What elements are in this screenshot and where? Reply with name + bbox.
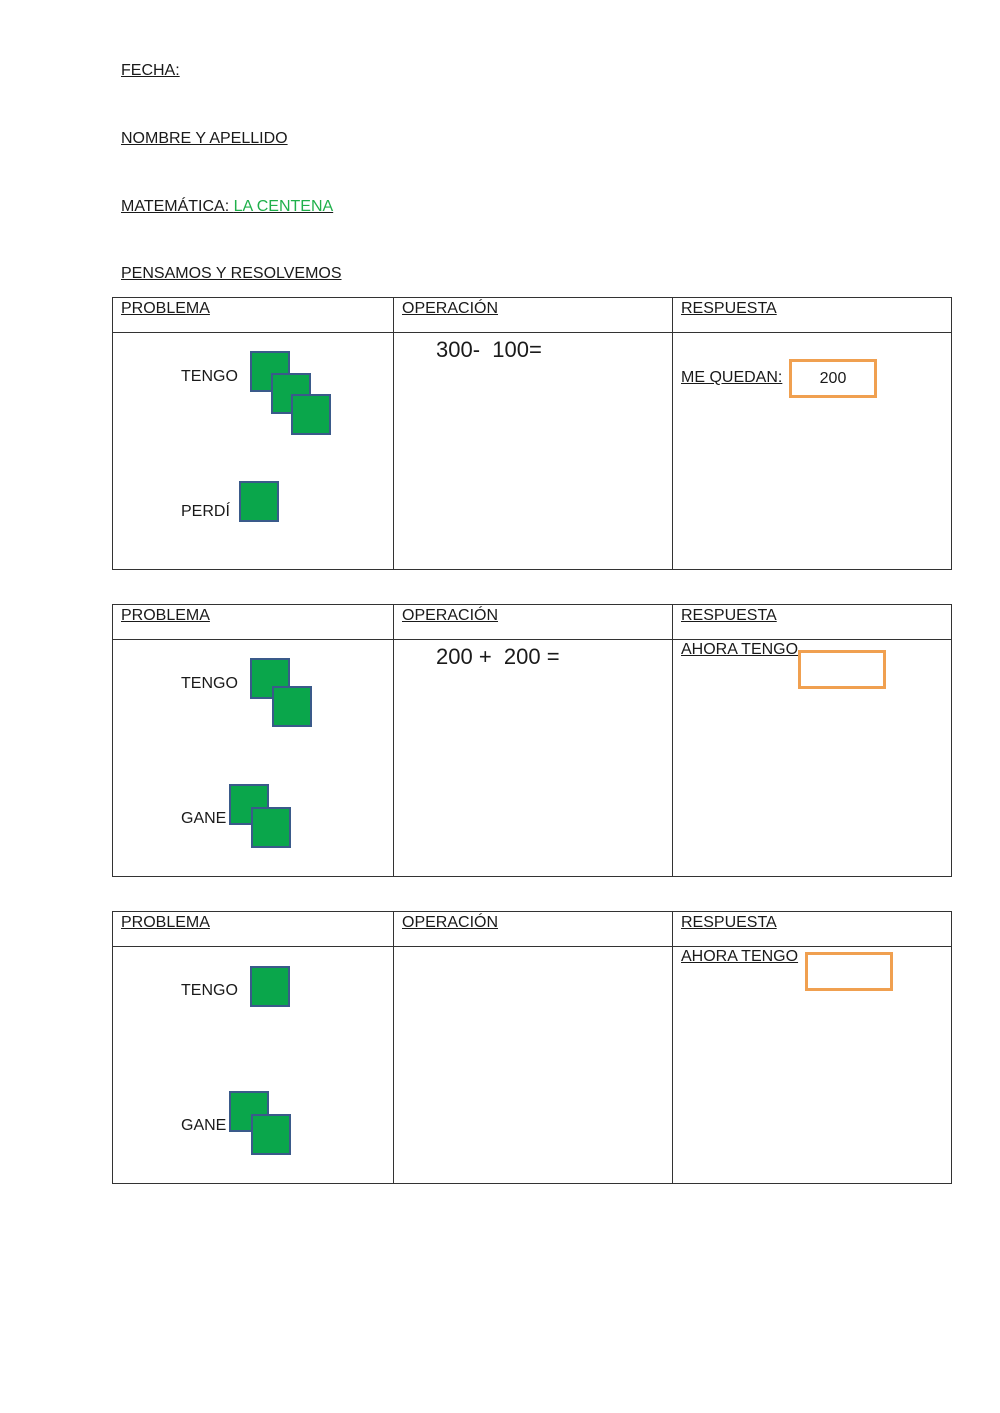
header-problema: PROBLEMA [113, 298, 394, 333]
answer-box[interactable] [805, 952, 893, 991]
problem-cell [113, 333, 394, 570]
answer-label: AHORA TENGO [681, 948, 799, 965]
hundred-square [291, 394, 331, 435]
hundred-square [251, 1114, 291, 1155]
header-respuesta: RESPUESTA [673, 605, 952, 640]
operation-text: 300- 100= [436, 337, 542, 362]
header-respuesta: RESPUESTA [673, 298, 952, 333]
problem-cell [113, 640, 394, 877]
tengo-label: TENGO [181, 675, 238, 692]
materia-line [121, 198, 333, 216]
materia-label: MATEMÁTICA: [121, 198, 234, 215]
answer-cell [673, 333, 952, 570]
operation-cell [394, 333, 673, 570]
hundred-square [251, 807, 291, 848]
problem-table-3 [112, 911, 952, 1184]
problem-cell [113, 947, 394, 1184]
header-operacion: OPERACIÓN [394, 605, 673, 640]
header-operacion: OPERACIÓN [394, 912, 673, 947]
fecha-label: FECHA: [121, 62, 180, 79]
answer-box[interactable] [798, 650, 886, 689]
operation-cell [394, 947, 673, 1184]
hundred-square [239, 481, 279, 522]
problem-table-1 [112, 297, 952, 570]
nombre-label: NOMBRE Y APELLIDO [121, 130, 288, 147]
hundred-square [250, 966, 290, 1007]
answer-label: ME QUEDAN: [681, 369, 783, 386]
topic-label: LA CENTENA [233, 198, 334, 215]
answer-cell [673, 947, 952, 1184]
answer-cell [673, 640, 952, 877]
header-problema: PROBLEMA [113, 912, 394, 947]
gane-label: GANE [181, 810, 227, 827]
answer-label: AHORA TENGO [681, 641, 799, 658]
tengo-label: TENGO [181, 368, 238, 385]
problem-table-2 [112, 604, 952, 877]
operation-text: 200 + 200 = [436, 644, 560, 669]
hundred-square [272, 686, 312, 727]
header-operacion: OPERACIÓN [394, 298, 673, 333]
header-respuesta: RESPUESTA [673, 912, 952, 947]
instruction-label: PENSAMOS Y RESOLVEMOS [121, 265, 342, 282]
perdi-label: PERDÍ [181, 503, 230, 520]
answer-box[interactable]: 200 [789, 359, 877, 398]
header-problema: PROBLEMA [113, 605, 394, 640]
gane-label: GANE [181, 1117, 227, 1134]
tengo-label: TENGO [181, 982, 238, 999]
operation-cell [394, 640, 673, 877]
